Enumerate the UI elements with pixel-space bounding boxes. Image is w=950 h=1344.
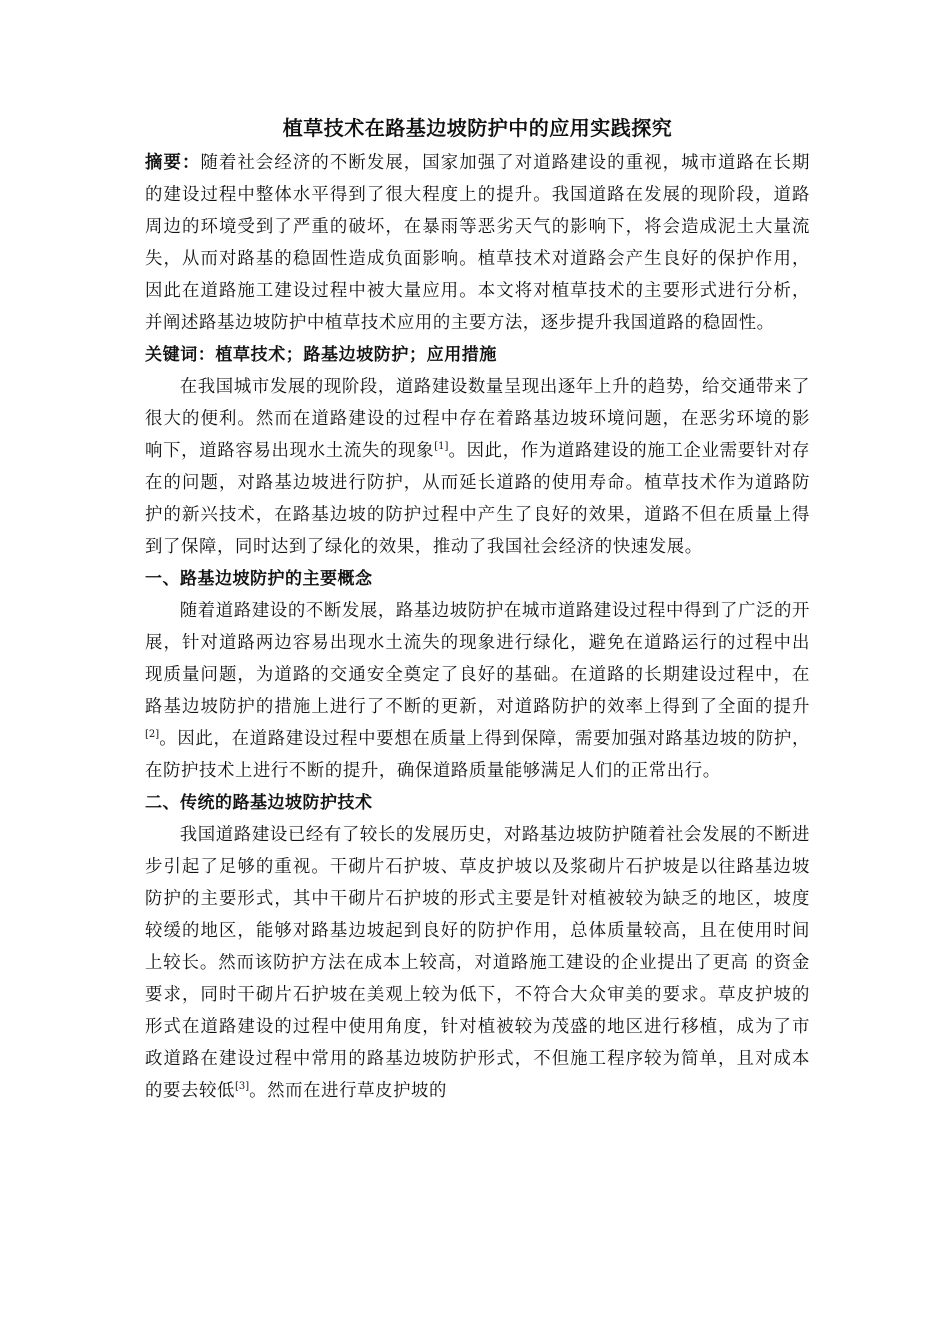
abstract-label: 摘要： xyxy=(145,153,201,173)
keywords-text: 植草技术；路基边坡防护；应用措施 xyxy=(215,345,498,365)
section2-heading: 二、传统的路基边坡防护技术 xyxy=(145,793,373,813)
section1-text-2: 。因此，在道路建设过程中要想在质量上得到保障，需要加强对路基边坡的防护，在防护技术上进行不断的提升，确保道路质量能够满足人们的正常出行。 xyxy=(145,729,810,781)
keywords-label: 关键词： xyxy=(145,345,216,365)
section2-text-2: 。然而在进行草皮护坡的 xyxy=(249,1081,448,1101)
paper-page xyxy=(145,113,810,1107)
section2-text-1: 我国道路建设已经有了较长的发展历史，对路基边坡防护随着社会发展的不断进步引起了足够的重视。干砌片石护坡、草皮护坡以及浆砌片石护坡是以往路基边坡防护的主要形式，其中干砌片石护坡的形式主要是针对植被较为缺乏的地区，坡度较缓的地区，能够对路基边坡起到良好的防护作用，总体质量较高，且在使用时间上较长。然而该防护方法在成本上较高，对道路施工建设的企业提出了更高 的资金要求，同时干砌片石护坡在美观上较为低下，不符合大众审美的要求。草皮护坡的形式在道路建设的过程中使用角度，针对植被较为茂盛的地区进行移植，成为了市政道路在建设过程中常用的路基边坡防护形式，不但施工程序较为简单，且对成本的要去较低 xyxy=(145,825,810,1101)
section2-paragraph xyxy=(145,819,810,1107)
citation-3: [3] xyxy=(234,1081,250,1092)
intro-text-1: 在我国城市发展的现阶段，道路建设数量呈现出逐年上升的趋势，给交通带来了很大的便利。然而在道路建设的过程中存在着路基边坡环境问题，在恶劣环境的影响下，道路容易出现水土流失的现象 xyxy=(145,377,810,461)
section1-paragraph xyxy=(145,595,810,787)
paper-title: 植草技术在路基边坡防护中的应用实践探究 xyxy=(282,116,673,140)
abstract-text: 随着社会经济的不断发展，国家加强了对道路建设的重视，城市道路在长期的建设过程中整体水平得到了很大程度上的提升。我国道路在发展的现阶段，道路周边的环境受到了严重的破坏，在暴雨等恶劣天气的影响下，将会造成泥土大量流失，从而对路基的稳固性造成负面影响。植草技术对道路会产生良好的保护作用，因此在道路施工建设过程中被大量应用。本文将对植草技术的主要形式进行分析，并阐述路基边坡防护中植草技术应用的主要方法，逐步提升我国道路的稳固性。 xyxy=(145,153,810,333)
citation-1: [1] xyxy=(434,441,449,452)
section1-heading: 一、路基边坡防护的主要概念 xyxy=(145,569,373,589)
intro-paragraph xyxy=(145,371,810,563)
keywords-line xyxy=(145,339,810,371)
abstract-paragraph xyxy=(145,147,810,339)
section1-text-1: 随着道路建设的不断发展，路基边坡防护在城市道路建设过程中得到了广泛的开展，针对道路两边容易出现水土流失的现象进行绿化，避免在道路运行的过程中出现质量问题，为道路的交通安全奠定了良好的基础。在道路的长期建设过程中，在路基边坡防护的措施上进行了不断的更新，对道路防护的效率上得到了全面的提升 xyxy=(145,601,810,717)
citation-2: [2] xyxy=(145,729,160,740)
intro-text-2: 。因此，作为道路建设的施工企业需要针对存在的问题，对路基边坡进行防护，从而延长道路的使用寿命。植草技术作为道路防护的新兴技术，在路基边坡的防护过程中产生了良好的效果，道路不但在质量上得到了保障，同时达到了绿化的效果，推动了我国社会经济的快速发展。 xyxy=(145,441,810,557)
